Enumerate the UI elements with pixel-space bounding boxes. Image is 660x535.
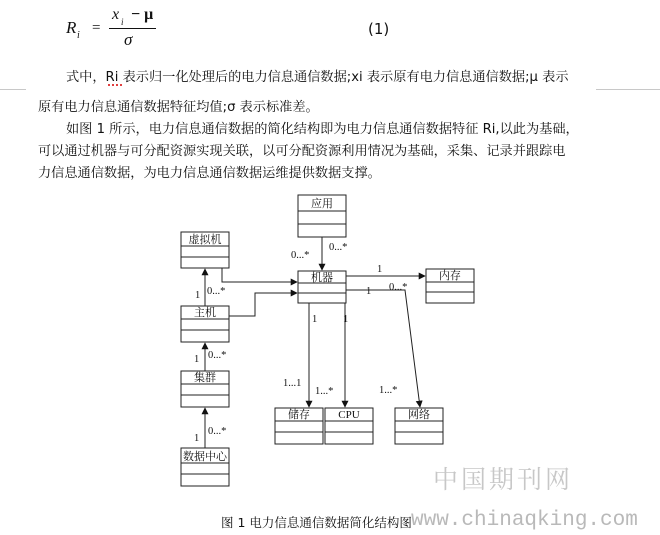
label-datacenter: 数据中心	[183, 451, 227, 463]
formula-denominator: σ	[124, 30, 133, 49]
formula-numerator-sub: i	[121, 17, 124, 27]
label-machine: 机器	[311, 272, 333, 284]
mult-cluster-host-0: 0...*	[208, 350, 227, 361]
label-cluster: 集群	[194, 372, 216, 384]
edge-vm-machine	[222, 268, 297, 282]
mult-vm-host-0: 0...*	[207, 286, 226, 297]
para1-line1: 式中，Ri 表示归一化处理后的电力信息通信数据;xi 表示原有电力信息通信数据;μ 表示	[66, 70, 569, 85]
formula-number: (1)	[368, 20, 390, 38]
para2-line2: 可以通过机器与可分配资源实现关联，以可分配资源利用情况为基础，采集、记录并跟踪电	[38, 144, 566, 159]
formula-lhs: R	[66, 18, 77, 37]
mult-machine-storage-1: 1	[312, 314, 318, 325]
para2-line3: 力信息通信数据，为电力信息通信数据运维提供数据支撑。	[38, 166, 381, 181]
mult-datacenter-cluster-0: 0...*	[208, 426, 227, 437]
formula-equals: =	[92, 20, 101, 36]
mult-app-top: 0...*	[329, 242, 348, 253]
edge-host-machine	[229, 293, 297, 316]
label-memory: 内存	[439, 270, 461, 282]
mult-machine-memory-1: 1	[377, 264, 383, 275]
mult-network: 1...*	[379, 385, 398, 396]
mult-cluster-host-1: 1	[194, 354, 200, 365]
label-host: 主机	[194, 307, 216, 319]
label-cpu: CPU	[338, 409, 360, 421]
mult-datacenter-cluster-1: 1	[194, 433, 200, 444]
formula-numerator-x: x	[112, 6, 120, 23]
mult-vm-host-1: 1	[195, 290, 201, 301]
label-network: 网络	[408, 409, 430, 421]
formula-numerator-op: − μ	[131, 6, 154, 23]
mult-cpu: 1...*	[315, 386, 334, 397]
para2-line1: 如图 1 所示，电力信息通信数据的简化结构即为电力信息通信数据特征 Ri,以此为基础，	[66, 122, 579, 137]
watermark-cn: 中国期刊网	[433, 467, 574, 494]
para1-line2: 原有电力信息通信数据特征均值;σ 表示标准差。	[38, 100, 319, 115]
mult-storage: 1...1	[283, 378, 302, 389]
mult-app-bottom: 0...*	[291, 250, 310, 261]
mult-machine-memory-1b: 1	[366, 286, 372, 297]
watermark-url: www.chinaqking.com	[411, 509, 638, 532]
label-vm: 虚拟机	[188, 234, 222, 246]
label-storage: 储存	[288, 409, 310, 421]
mult-machine-cpu-1: 1	[343, 314, 349, 325]
formula-lhs-sub: i	[77, 30, 80, 41]
figure-caption: 图 1 电力信息通信数据简化结构图	[221, 515, 412, 530]
mult-machine-memory-0: 0...*	[389, 282, 408, 293]
label-app: 应用	[311, 198, 333, 210]
